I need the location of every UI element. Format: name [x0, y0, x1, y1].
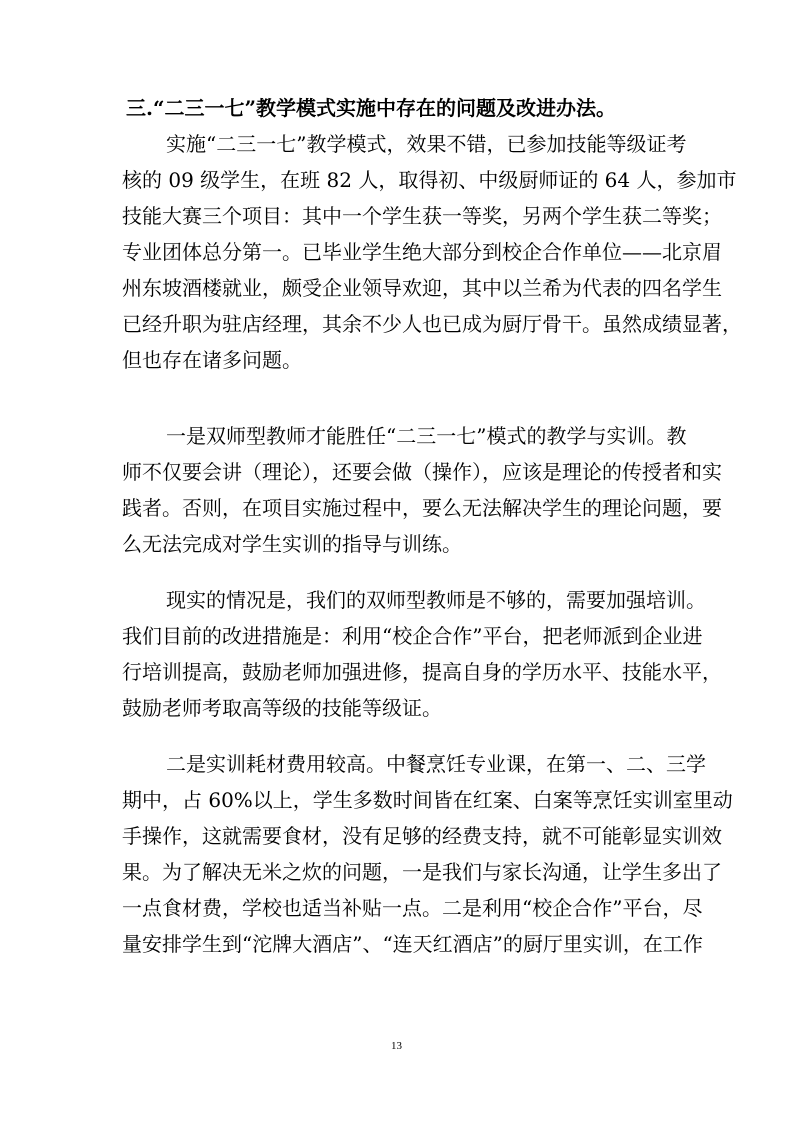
- text-line: 专业团体总分第一。已毕业学生绝大部分到校企合作单位——北京眉: [122, 240, 722, 264]
- text-line: 二是实训耗材费用较高。中餐烹饪专业课，在第一、二、三学: [166, 752, 706, 776]
- text-line: 我们目前的改进措施是：利用“校企合作”平台，把老师派到企业进: [122, 624, 703, 648]
- text-line: 量安排学生到“沱牌大酒店”、“连天红酒店”的厨厅里实训，在工作: [122, 932, 703, 956]
- text-line: 手操作，这就需要食材，没有足够的经费支持，就不可能彰显实训效: [122, 824, 722, 848]
- text-line: 师不仅要会讲（理论），还要会做（操作），应该是理论的传授者和实: [122, 460, 722, 484]
- paragraph-1: [122, 126, 742, 378]
- paragraph-3: [122, 582, 722, 726]
- text-line: 行培训提高，鼓励老师加强进修，提高自身的学历水平、技能水平，: [122, 660, 722, 684]
- text-line: 现实的情况是，我们的双师型教师是不够的，需要加强培训。: [166, 588, 706, 612]
- page-number: 13: [391, 1040, 402, 1052]
- text-line: 果。为了解决无米之炊的问题，一是我们与家长沟通，让学生多出了: [122, 860, 722, 884]
- paragraph-2: [122, 418, 722, 562]
- text-line: 一是双师型教师才能胜任“二三一七”模式的教学与实训。教: [166, 424, 687, 448]
- text-line: 践者。否则，在项目实施过程中，要么无法解决学生的理论问题，要: [122, 496, 722, 520]
- text-line: 已经升职为驻店经理，其余不少人也已成为厨厅骨干。虽然成绩显著，: [122, 312, 742, 336]
- section-heading: 三.“二三一七”教学模式实施中存在的问题及改进办法。: [126, 96, 616, 120]
- text-line: 但也存在诸多问题。: [122, 348, 302, 372]
- text-line: 实施“二三一七”教学模式，效果不错，已参加技能等级证考: [166, 132, 687, 156]
- paragraph-4: [122, 746, 733, 962]
- text-line: 技能大赛三个项目：其中一个学生获一等奖，另两个学生获二等奖；: [122, 204, 722, 228]
- text-line: 州东坡酒楼就业，颇受企业领导欢迎，其中以兰希为代表的四名学生: [122, 276, 722, 300]
- text-line: 核的 09 级学生，在班 82 人，取得初、中级厨师证的 64 人，参加市: [122, 168, 737, 192]
- text-line: 么无法完成对学生实训的指导与训练。: [122, 532, 462, 556]
- text-line: 期中，占 60%以上，学生多数时间皆在红案、白案等烹饪实训室里动: [122, 788, 733, 812]
- text-line: 一点食材费，学校也适当补贴一点。二是利用“校企合作”平台，尽: [122, 896, 703, 920]
- text-line: 鼓励老师考取高等级的技能等级证。: [122, 696, 442, 720]
